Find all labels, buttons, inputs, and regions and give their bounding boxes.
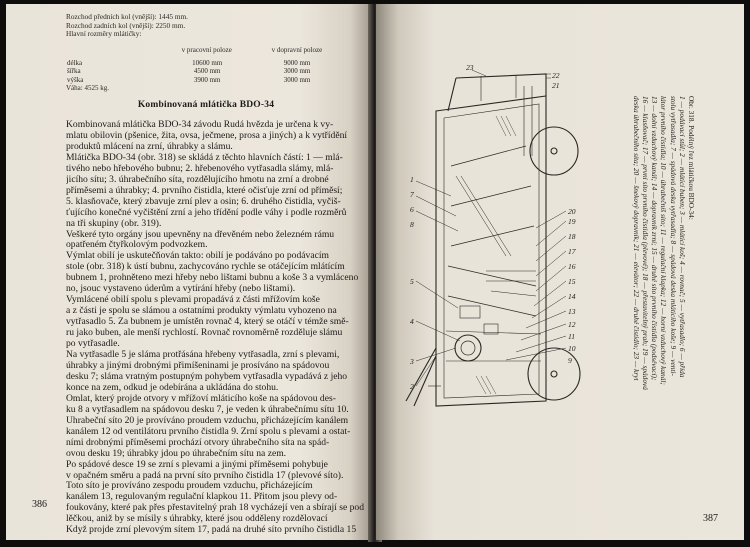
spec-line: Rozchod zadních kol (vnější): 2250 mm. [66,20,186,30]
body-line: Výmlat obilí je uskutečňován takto: obilí je podáváno po podávacím [66,251,329,262]
figure-label: 6 [410,205,414,214]
body-line: Mlátička BDO-34 (obr. 318) se skládá z těchto hlavních částí: 1 — mlá- [66,152,343,163]
body-line: Po spádové desce 19 se zrní s plevami a jinými příměsemi pohybuje [66,459,328,470]
figure-label: 7 [410,190,414,199]
figure-label: 22 [552,71,560,80]
figure-label: 13 [568,307,576,316]
body-line: v opačném směru a padá na první síto prvního čistidla 17 (plevové síto). [66,470,344,481]
body-line: Vymlácené obilí spolu s plevami propadává z části mřížovím koše [66,295,320,306]
dimensions-header-transport: v dopravní poloze [271,46,323,54]
page-number-left: 386 [32,499,47,510]
body-line: konce na zem, odkud je odebírána a ukládána do stohu. [66,382,279,393]
body-line: příměsemi a úhrabky; 4. prvního čistidla, které očisťuje zrní od příměsí; [66,185,343,196]
body-line: mlatu obilovin (pšenice, žita, ovsa, ječmene, prosa a jiných) a k vytřídění [66,130,348,141]
body-line: no, jsouc vystaveno úderům a vytírání hřeby (nebo lištami). [66,284,296,295]
dimensions-table [66,46,336,92]
dimensions-row: šířka 4500 mm 3000 mm [67,67,311,76]
spec-lines [66,13,326,39]
machine-outline [406,74,580,406]
figure-label: 12 [568,320,576,329]
body-line: stole (obr. 318) k ústí bubnu, zachycováno rychle se otáčejícím mlátícím [66,262,345,273]
caption-line: stolu vytřasadla; 7 — spádová deska vytřasadla; 8 — spádová deska mláticího koše; 9 — venti- [668,96,678,376]
body-line: jicího sítu; 3. úhrabečního síta, rozdělujícího hmotu na zrní a drobné [66,174,329,185]
body-line: po vytřasadle. [66,339,120,350]
left-page [6,4,372,540]
figure-threshing-machine [396,56,626,476]
caption-line: deska úhrabečního síta; 20 — šnekový dopravník; 21 — elevátor; 22 — druhé čistidlo; 23 — kryt [631,96,641,381]
body-line: kanálem 13, regulovaným regulační klapkou 11. Přitom jsou plevy od- [66,492,338,503]
body-line: a z části je spolu se slámou a ostatními produkty výmlatu vyhozeno na [66,306,337,317]
body-line: ovou desku 19; úhrabky jdou po úhrabečním sítu na zem. [66,448,287,459]
body-line: tivého nebo hřebového bubnu; 2. hřebenového vytřasadla slámy, mlá- [66,163,334,174]
book-spread [6,4,744,542]
body-line: bubnem 1, prohněteno mezi hřeby nebo lištami bubnu a koše 3 a vymláceno [66,273,359,284]
caption-line: 16 — klasňovač; 17 — první síto prvního čistidla (plevové); 18 — přestavitelný prah; 19 — spádová [640,96,650,390]
dimensions-header-work: v pracovní poloze [181,46,232,54]
weight-line: Váha: 4525 kg. [66,83,109,92]
body-line: Veškeré tyto orgány jsou upevněny na dřevěném nebo železném rámu [66,229,335,240]
page-number-right: 387 [703,513,718,524]
body-line: Úhrabeční síto 20 je províváno proudem vzduchu, přicházejícím kanálem [66,415,349,426]
body-line: 5. klasňovače, který zbavuje zrní plev a osin; 6. druhého čistidla, vyčiš- [66,196,341,207]
figure-label: 14 [568,292,576,301]
figure-label: 2 [410,382,414,391]
figure-label: 19 [568,217,576,226]
figure-label: 8 [410,220,414,229]
figure-label: 21 [552,81,560,90]
body-line: ku 8 a vytřasadlem na spádovou desku 7, je veden k úhrabečnímu sítu 10. [66,404,349,415]
body-line: Toto síto je províváno zespodu proudem vzduchu, přicházejícím [66,481,313,492]
figure-label: 20 [568,207,576,216]
body-line: ru jako buben, ale menší rychlostí. Rovnač rovnoměrně rozděluje slámu [66,328,343,339]
body-line: desku 7; sláma vratným postupným pohybem vytřasadla vypadává z jeho [66,371,348,382]
caption-title: Obr. 318. Podélný řez mlátičkou BDO-34: [687,96,696,220]
figure-label: 15 [568,277,576,286]
dimensions-header [66,46,336,54]
caption-line: látor prvního čistidla; 10 — úhrabečníš síto; 11 — regulační klapka; 12 — horní vzduchový kanál; [659,96,669,385]
body-line: úhrabky a jinými drobnými přimíšeninami je prosíváno na spádovou [66,360,330,371]
body-line: ťujícího konečné vyčištění zrní a jeho třídění podle váhy i podle rozměrů [66,207,347,218]
spec-line: Hlavní rozměry mlátičky: [66,29,142,39]
figure-label: 11 [568,332,576,341]
body-line: na tři skupiny (obr. 319). [66,218,162,229]
figure-caption-rotated [606,96,696,466]
caption-line: 13 — dolní vzduchový kanál; 14 — dopravník zrní; 15 — druhé síto prvního čistidla (podsévací); [650,96,660,381]
figure-caption [606,96,696,466]
figure-label: 17 [568,247,576,256]
dimensions-row: délka 10600 mm 9000 mm [67,59,311,68]
caption-line: 1 — podávací stůl; 2 — mláticí buben; 3 — mláticí koš; 4 — rovnač; 5 — vytřasadlo; 6 — přída [677,96,687,378]
spec-line: Rozchod předních kol (vnější): 1445 mm. [66,12,188,21]
figure-label: 10 [568,344,576,353]
dimensions-row: výška 3900 mm 3000 mm [67,75,311,84]
figure-label: 23 [466,63,474,72]
figure-label: 18 [568,232,576,241]
body-line: kanálem 12 od ventilátoru prvního čistidla 9. Zrní spolu s plevami a ostat- [66,426,351,437]
figure-label: 3 [410,357,414,366]
figure-label: 9 [568,356,572,365]
body-text [66,120,372,536]
figure-label: 4 [410,317,414,326]
body-line: foukovány, které pak přes přestavitelný prah 18 vycházejí ven a sbírají se pod [66,503,365,514]
body-line: Když projde zrní plevovým sítem 17, padá na druhé síto prvního čistidla 15 [66,525,357,536]
figure-leader-lines [416,70,566,386]
body-line: produktů mlácení na zrní, úhrabky a slámu. [66,141,233,152]
body-line: lěčkou, aniž by se mísily s úhrabky, které jsou odděleny rozdělovací [66,514,328,525]
body-line: vytřasadlo 5. Za bubnem je umístěn rovnač 4, který se otáčí v témže smě- [66,317,349,328]
body-line: Omlat, který projde otvory v mřížoví mláticího koše na spádovou des- [66,393,336,404]
body-line: ními drobnými příměsemi prochází otvory úhrabečního síta na spád- [66,437,330,448]
figure-label: 5 [410,277,414,286]
section-heading: Kombinovaná mlátička BDO-34 [137,100,275,110]
figure-label: 16 [568,262,576,271]
body-line: opatřeném čtyřkolovým podvozkem. [66,240,208,251]
figure-label: 1 [410,175,414,184]
body-line: Kombinovaná mlátička BDO-34 závodu Rudá hvězda je určena k vy- [66,120,334,130]
body-line: Na vytřasadle 5 je sláma protřásána hřebeny vytřasadla, zrní s plevami, [66,350,340,361]
